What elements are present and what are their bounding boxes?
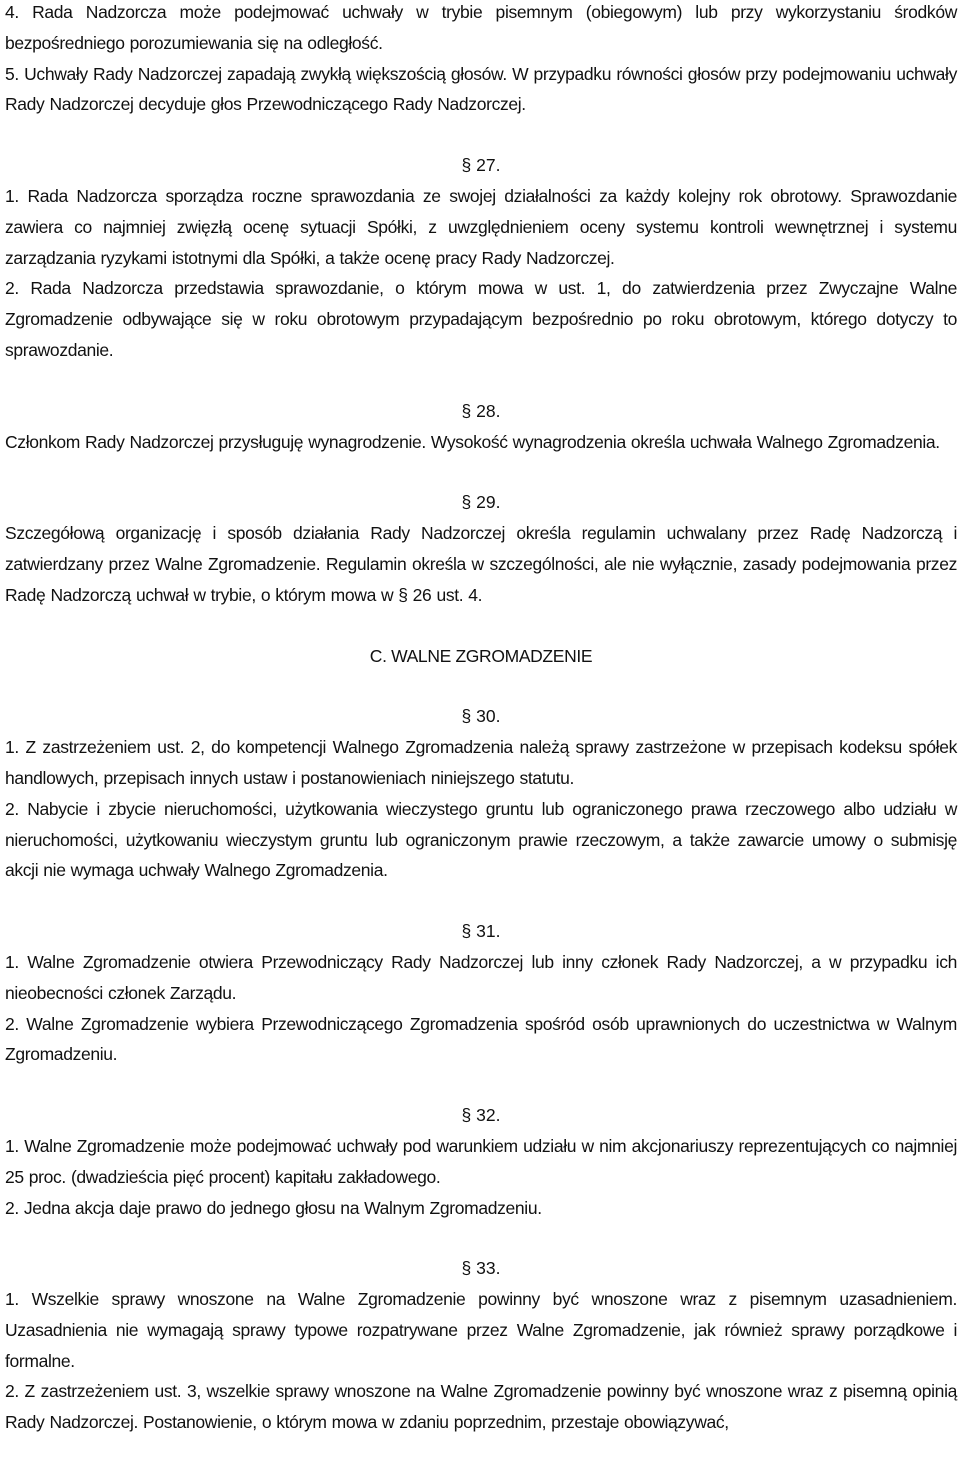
paragraph-28: Członkom Rady Nadzorczej przysługuję wynagrodzenie. Wysokość wynagrodzenia określa uchwała Walnego Zgromadzenia.: [5, 431, 940, 452]
paragraph-5: 5. Uchwały Rady Nadzorczej zapadają zwykłą większością głosów. W przypadku równości głosów przy podejmowaniu uchwały Rady Nadzorczej decyduje głos Przewodniczącego Rady Nadzorczej.: [5, 63, 957, 115]
paragraph-31-1: 1. Walne Zgromadzenie otwiera Przewodniczący Rady Nadzorczej lub inny członek Rady Nadzorczej, a w przypadku ich nieobecności członek Zarządu.: [5, 951, 957, 1003]
paragraph-4: 4. Rada Nadzorcza może podejmować uchwały w trybie pisemnym (obiegowym) lub przy wykorzystaniu środków bezpośredniego porozumiewania się na odległość.: [5, 2, 957, 53]
paragraph-29: Szczegółową organizację i sposób działania Rady Nadzorczej określa regulamin uchwalany przez Radę Nadzorczą i zatwierdzany przez Walne Zgromadzenie. Regulamin określa w szczególności, ale nie wyłącznie, zasady podejmowania przez Radę Nadzorczą uchwał w trybie, o którym mowa w § 26 ust. 4.: [5, 523, 957, 605]
section-heading-29: § 29.: [461, 492, 501, 513]
part-heading-walne-zgromadzenie: C. WALNE ZGROMADZENIE: [369, 645, 593, 666]
paragraph-30-1: 1. Z zastrzeżeniem ust. 2, do kompetencji Walnego Zgromadzenia należą sprawy zastrzeżone w przepisach kodeksu spółek handlowych, przepisach innych ustaw i postanowieniach niniejszego statutu.: [5, 737, 957, 788]
section-heading-33: § 33.: [461, 1258, 501, 1279]
section-heading-31: § 31.: [461, 921, 501, 942]
paragraph-33-1: 1. Wszelkie sprawy wnoszone na Walne Zgromadzenie powinny być wnoszone wraz z pisemnym uzasadnieniem. Uzasadnienia nie wymagają sprawy typowe rozpatrywane przez Walne Zgromadzenie, jak również sprawy porządkowe i formalne.: [5, 1289, 957, 1371]
section-heading-30: § 30.: [461, 706, 501, 727]
section-heading-32: § 32.: [461, 1105, 501, 1126]
paragraph-33-2: 2. Z zastrzeżeniem ust. 3, wszelkie sprawy wnoszone na Walne Zgromadzenie powinny być wnoszone wraz z pisemną opinią Rady Nadzorczej. Postanowienie, o którym mowa w zdaniu poprzednim, przestaje obowiązywać,: [5, 1381, 957, 1433]
section-heading-27: § 27.: [461, 155, 501, 176]
paragraph-27-1: 1. Rada Nadzorcza sporządza roczne sprawozdania ze swojej działalności za każdy kolejny rok obrotowy. Sprawozdanie zawiera co najmniej zwięzłą ocenę sytuacji Spółki, z uwzględnieniem oceny systemu kontroli wewnętrznej i systemu zarządzania ryzykami istotnymi dla Spółki, a także ocenę pracy Rady Nadzorczej.: [5, 185, 957, 268]
paragraph-30-2: 2. Nabycie i zbycie nieruchomości, użytkowania wieczystego gruntu lub ograniczonego prawa rzeczowego albo udziału w nieruchomości, użytkowaniu wieczystym gruntu lub ograniczonym prawie rzeczowym, a także zawarcie umowy o submisję akcji nie wymaga uchwały Walnego Zgromadzenia.: [5, 798, 957, 881]
paragraph-31-2: 2. Walne Zgromadzenie wybiera Przewodniczącego Zgromadzenia spośród osób uprawnionych do uczestnictwa w Walnym Zgromadzeniu.: [5, 1013, 957, 1065]
section-heading-28: § 28.: [461, 400, 501, 421]
paragraph-27-2: 2. Rada Nadzorcza przedstawia sprawozdanie, o którym mowa w ust. 1, do zatwierdzenia przez Zwyczajne Walne Zgromadzenie odbywające się w roku obrotowym przypadającym bezpośrednio po roku obrotowym, którego dotyczy to sprawozdanie.: [5, 278, 957, 360]
paragraph-32-1: 1. Walne Zgromadzenie może podejmować uchwały pod warunkiem udziału w nim akcjonariuszy reprezentujących co najmniej 25 proc. (dwadzieścia pięć procent) kapitału zakładowego.: [5, 1135, 957, 1187]
paragraph-32-2: 2. Jedna akcja daje prawo do jednego głosu na Walnym Zgromadzeniu.: [5, 1197, 542, 1218]
